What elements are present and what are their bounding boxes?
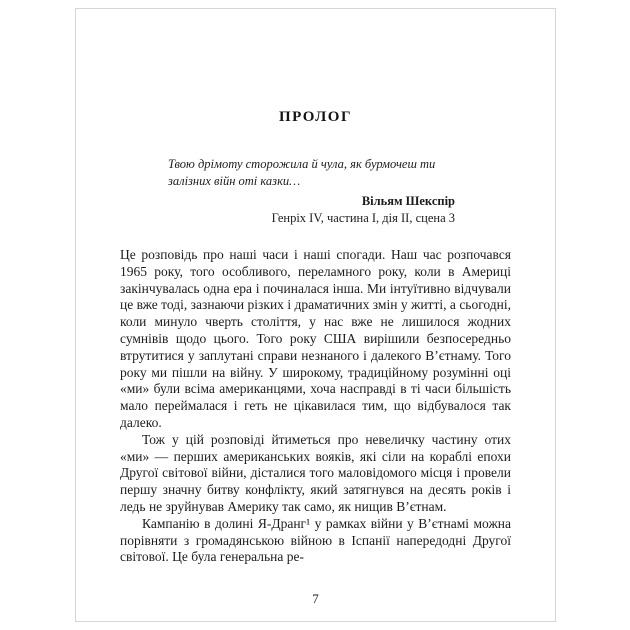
- page-number: 7: [312, 591, 319, 606]
- epigraph-author: Вільям Шекспір: [361, 194, 455, 208]
- chapter-title: ПРОЛОГ: [278, 109, 353, 125]
- body-paragraph-3: Кампанію в долині Я-Дранг¹ у рамках війни у В’єтнамі можна порівняти з громадянською війною в Іспанії напередодні Другої світової. Це була генеральна ре-: [120, 515, 511, 565]
- body-paragraph-2: Тож у цій розповіді йтиметься про невеличку частину отих «ми» — перших американських вояків, які сіли на кораблі епохи Другої світової війни, дісталися того маловідомого місця і провели першу значну битву конфлікту, який затягнувся на десять років і ледь не зруйнував Америку так само, як нищив В’єтнам.: [120, 431, 511, 514]
- epigraph-line-1: Твою дрімоту сторожила й чула, як бурмочеш ти: [168, 157, 436, 171]
- epigraph-line-2: залізних війн оті казки…: [168, 173, 301, 188]
- epigraph-text: [168, 156, 455, 189]
- epigraph-source: Генріх IV, частина I, дія II, сцена 3: [271, 210, 455, 225]
- book-page: [75, 8, 556, 622]
- body-paragraph-1: Це розповідь про наші часи і наші спогади. Наш час розпочався 1965 року, того особливого, переламного року, коли в Америці закінчувалась одна ера і починалася інша. Ми інтуїтивно відчували це вже тоді, зазнаючи різких і драматичних змін у житті, а сьогодні, коли минуло чверть століття, у нас вже не лишилося жодних сумнівів щодо цього. Того року США вирішили безпосередньо втрутитися у заплутані справи незнаного і далекого В’єтнаму. Того року ми пішли на війну. У широкому, традиційному розумінні оці «ми» були всіма американцями, хоча насправді в ті часи більшість мало переймалася і геть не цікавилася тим, що відбувалося так далеко.: [120, 247, 511, 430]
- epigraph: [168, 156, 455, 226]
- body-text: [120, 247, 511, 566]
